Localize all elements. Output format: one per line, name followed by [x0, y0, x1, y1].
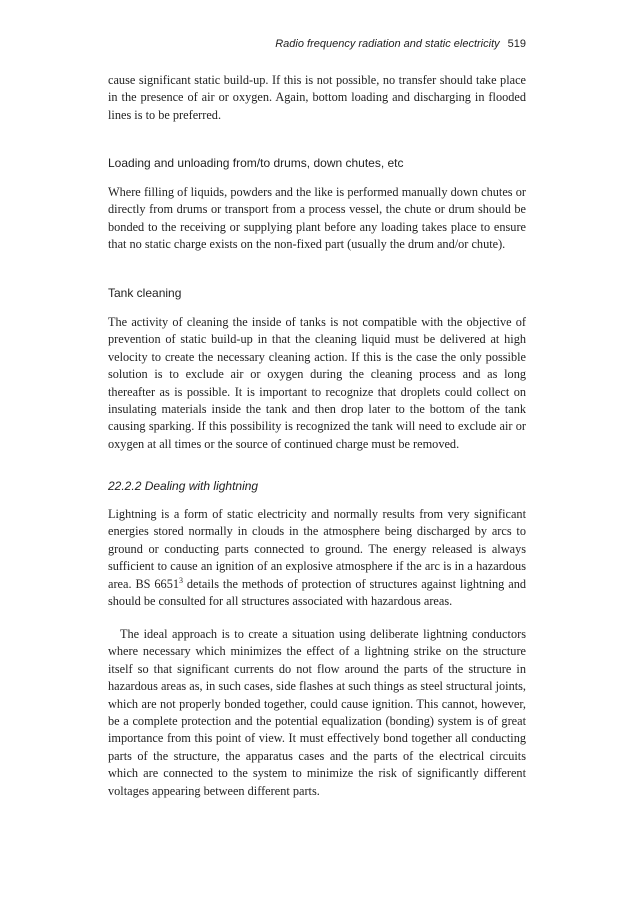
- intro-paragraph: cause significant static build-up. If this is not possible, no transfer should take place in the presence of air or oxygen. Again, bottom loading and discharging in flooded lines is to be preferred.: [108, 73, 526, 122]
- section-heading-drums: Loading and unloading from/to drums, down chutes, etc: [108, 156, 404, 170]
- reference-superscript: 3: [179, 575, 183, 585]
- drums-paragraph: Where filling of liquids, powders and the like is performed manually down chutes or directly from drums or transport from a process vessel, the chute or drum should be bonded to the receiving or supplying plant before any loading takes place to ensure that no static charge exists on the non-fixed part (usually the drum and/or chute).: [108, 185, 526, 252]
- tank-cleaning-paragraph: The activity of cleaning the inside of tanks is not compatible with the objective of prevention of static build-up in that the cleaning liquid must be delivered at high velocity to create the necessary cleaning action. If this is the case the only possible solution is to exclude air or oxygen during the cleaning process and as long thereafter as is possible. It is important to recognize that droplets could collect on insulating materials inside the tank and then drop later to the bottom of the tank causing sparking. If this possibility is recognized the tank will need to exclude air or oxygen at all times or the source of continued charge must be removed.: [108, 315, 526, 451]
- lightning-paragraph-1: [108, 506, 526, 610]
- lightning-paragraph-2: The ideal approach is to create a situation using deliberate lightning conductors where necessary which minimizes the effect of a lightning strike on the structure itself so that significant currents do not flow around the parts of the structure in hazardous areas as, in such cases, side flashes at such things as steel structural joints, which are not properly bonded together, could cause ignition. This cannot, however, be a complete protection and the potential equalization (bonding) system is of great importance from this point of view. It must effectively bond together all conducting parts of the structure, the apparatus cases and the parts of the electrical circuits which are connected to the system to minimize the risk of significantly different voltages appearing between different parts.: [108, 627, 526, 798]
- lightning-text-1a: Lightning is a form of static electricity and normally results from very significant energies stored normally in clouds in the atmosphere being discharged by arcs to ground or conducting parts connected to ground. The energy released is always sufficient to cause an ignition of an explosive atmosphere if the arc is in a hazardous area. BS 6651: [108, 507, 526, 591]
- section-heading-lightning: 22.2.2 Dealing with lightning: [108, 479, 259, 493]
- page-number: 519: [507, 38, 526, 50]
- running-head-title: Radio frequency radiation and static electricity: [275, 38, 500, 50]
- running-head: [108, 37, 526, 51]
- lightning-text-1b: details the methods of protection of structures against lightning and should be consulted for all structures associated with hazardous areas.: [108, 576, 526, 609]
- section-heading-tank-cleaning: Tank cleaning: [108, 286, 182, 300]
